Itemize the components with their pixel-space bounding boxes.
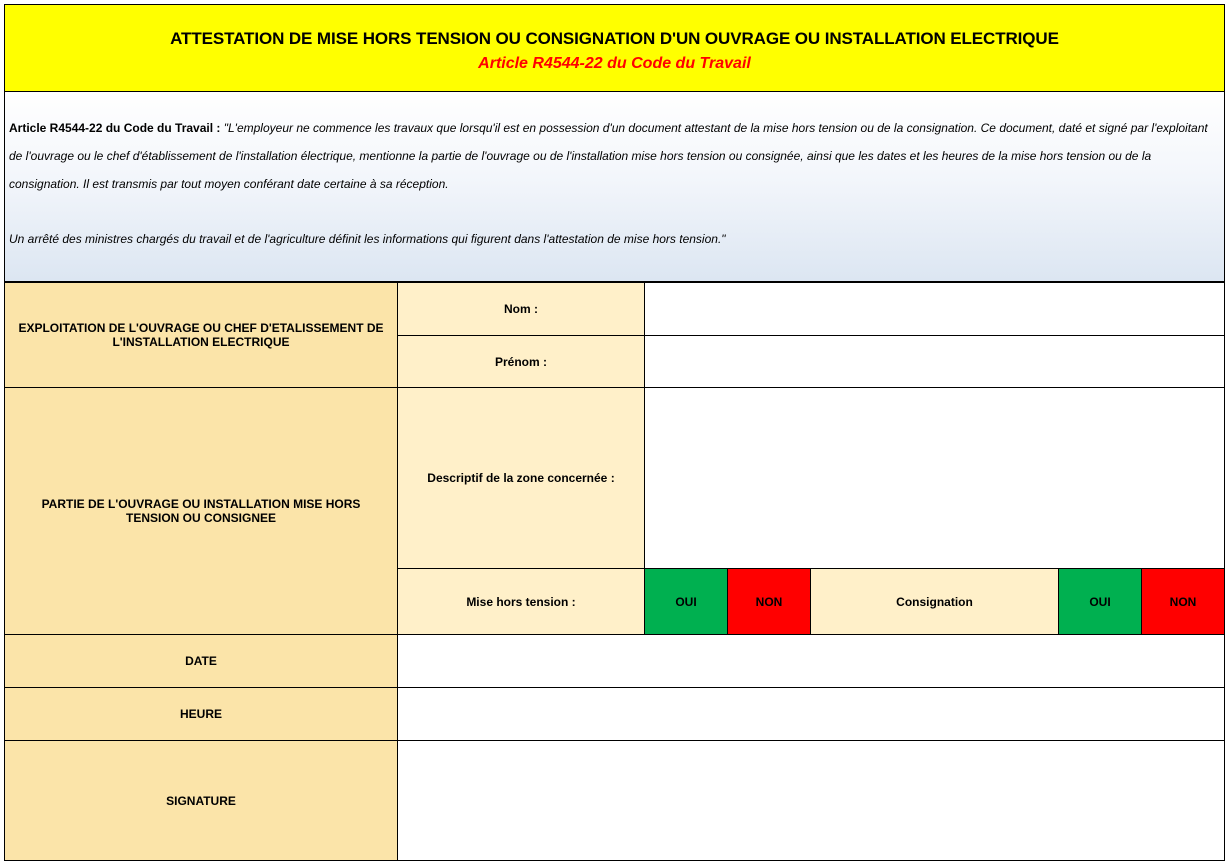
date-label: DATE (4, 634, 398, 688)
page-title: ATTESTATION DE MISE HORS TENSION OU CONSIGNATION D'UN OUVRAGE OU INSTALLATION ELECTRIQUE (170, 29, 1059, 48)
descriptif-field[interactable] (644, 387, 1225, 569)
consignation-oui-button[interactable]: OUI (1058, 568, 1142, 635)
consignation-label: Consignation (810, 568, 1059, 635)
descriptif-label: Descriptif de la zone concernée : (397, 387, 645, 569)
date-field[interactable] (397, 634, 1225, 688)
consignation-non-button[interactable]: NON (1141, 568, 1225, 635)
prenom-label: Prénom : (397, 335, 645, 388)
mise-hors-tension-label: Mise hors tension : (397, 568, 645, 635)
heure-field[interactable] (397, 687, 1225, 741)
heure-label: HEURE (4, 687, 398, 741)
signature-label: SIGNATURE (4, 740, 398, 861)
title-banner (4, 4, 1225, 92)
nom-field[interactable] (644, 282, 1225, 336)
partie-label (4, 387, 398, 635)
legal-quote: "L'employeur ne commence les travaux que lorsqu'il est en possession d'un document attestant de la mise hors tension ou de la consignation. Ce document, daté et signé par l'exploitant de l'ouvrage ou le chef d'établissement de l'installation électrique, mentionne la partie de l'ouvrage ou de l'installation mise hors tension ou consignée, ainsi que les dates et les heures de la mise hors tension ou de la consignation. Il est transmis par tout moyen conférant date certaine à sa réception. (9, 121, 1208, 191)
prenom-field[interactable] (644, 335, 1225, 388)
exploitation-label (4, 282, 398, 388)
legal-paragraph (9, 114, 1218, 198)
legal-text-box (4, 92, 1225, 282)
page-subtitle: Article R4544-22 du Code du Travail (478, 55, 751, 72)
mise-hors-tension-non-button[interactable]: NON (727, 568, 811, 635)
mise-hors-tension-oui-button[interactable]: OUI (644, 568, 728, 635)
legal-reference: Article R4544-22 du Code du Travail : (9, 121, 221, 135)
legal-paragraph-second: Un arrêté des ministres chargés du travail et de l'agriculture définit les informations qui figurent dans l'attestation de mise hors tension." (9, 232, 726, 246)
exploitation-label-text: EXPLOITATION DE L'OUVRAGE OU CHEF D'ETALISSEMENT DE L'INSTALLATION ELECTRIQUE (18, 321, 384, 349)
signature-field[interactable] (397, 740, 1225, 861)
partie-label-text: PARTIE DE L'OUVRAGE OU INSTALLATION MISE HORS TENSION OU CONSIGNEE (41, 497, 361, 525)
nom-label: Nom : (397, 282, 645, 336)
